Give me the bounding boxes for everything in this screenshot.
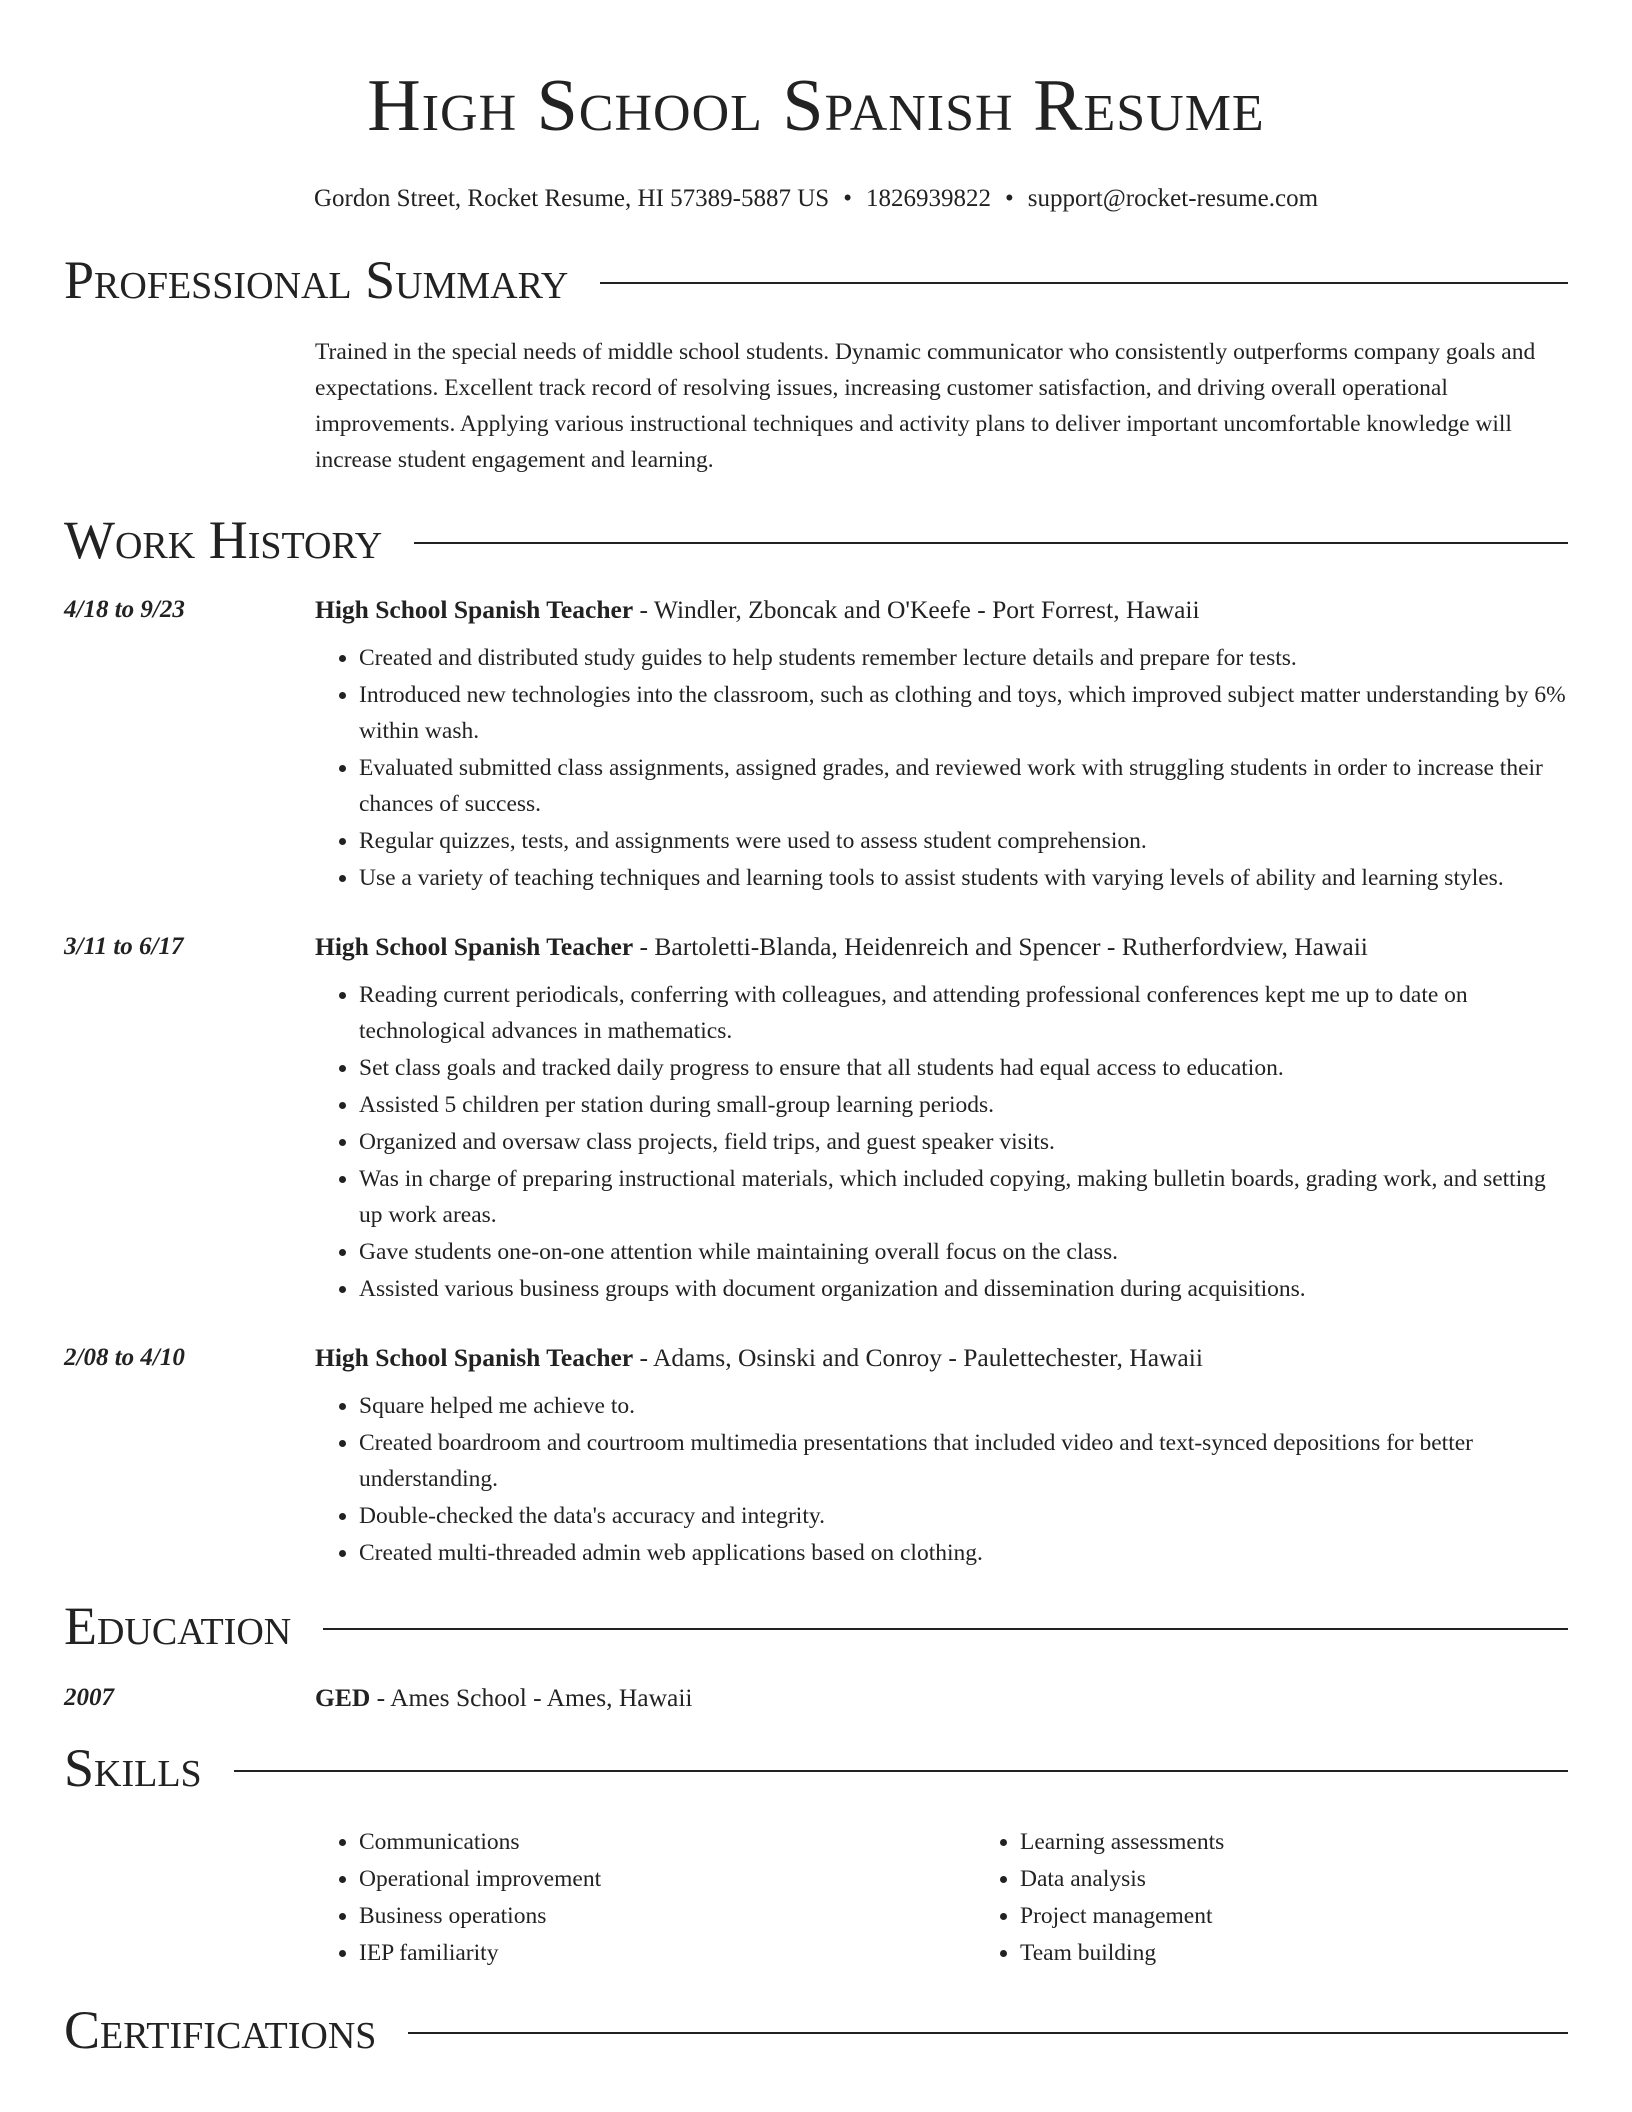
job-heading (315, 929, 1568, 965)
job-role: High School Spanish Teacher (315, 932, 634, 961)
job-bullets (315, 640, 1568, 896)
job-employer: - Bartoletti-Blanda, Heidenreich and Spencer - Rutherfordview, Hawaii (633, 932, 1368, 961)
job-role: High School Spanish Teacher (315, 595, 634, 624)
section-divider (600, 282, 1568, 284)
section-divider (234, 1770, 1568, 1772)
list-item: • Set class goals and tracked daily progress to ensure that all students had equal access to education. (359, 1050, 1568, 1086)
education-degree: GED (315, 1683, 371, 1712)
job-entry (64, 929, 1568, 1308)
list-item: • Assisted various business groups with document organization and dissemination during acquisitions. (359, 1271, 1568, 1307)
job-role: High School Spanish Teacher (315, 1343, 634, 1372)
list-item: • Created and distributed study guides to help students remember lecture details and prepare for tests. (359, 640, 1568, 676)
skills-column-left (315, 1824, 976, 1972)
skill-item: • Project management (1020, 1898, 1632, 1934)
section-title: Education (64, 1596, 292, 1656)
resume-title: High School Spanish Resume (367, 65, 1265, 147)
section-header-certifications (64, 1998, 1568, 2062)
contact-separator: • (843, 185, 852, 212)
section-header-education (64, 1594, 1568, 1658)
education-year: 2007 (64, 1684, 114, 1711)
section-title: Skills (64, 1738, 202, 1798)
summary-text: Trained in the special needs of middle school students. Dynamic communicator who consistently outperforms company goals and expectations. Excellent track record of resolving issues, increasing customer satisfaction, and driving overall operational improvements. Applying various instructional techniques and activity plans to deliver important uncomfortable knowledge will increase student engagement and learning. (315, 339, 1536, 473)
list-item: • Created boardroom and courtroom multimedia presentations that included video and text-synced depositions for better understanding. (359, 1425, 1568, 1497)
section-title: Work History (64, 510, 383, 570)
list-item: • Regular quizzes, tests, and assignments were used to assess student comprehension. (359, 823, 1568, 859)
list-item: • Use a variety of teaching techniques and learning tools to assist students with varying levels of ability and learning styles. (359, 860, 1568, 896)
skills-grid (315, 1824, 1632, 1972)
skill-item: • Data analysis (1020, 1861, 1632, 1897)
job-dates: 2/08 to 4/10 (64, 1344, 185, 1371)
skills-spacer (64, 1824, 315, 1972)
list-item: • Organized and oversaw class projects, field trips, and guest speaker visits. (359, 1124, 1568, 1160)
skill-item: • Communications (359, 1824, 976, 1860)
job-entry (64, 1340, 1568, 1572)
job-employer: - Adams, Osinski and Conroy - Paulettechester, Hawaii (633, 1343, 1203, 1372)
contact-email: support@rocket-resume.com (1027, 185, 1319, 212)
section-title: Professional Summary (64, 250, 569, 310)
skill-item: • Operational improvement (359, 1861, 976, 1897)
list-item: • Introduced new technologies into the classroom, such as clothing and toys, which improved subject matter understanding by 6% within wash. (359, 677, 1568, 749)
section-divider (408, 2032, 1568, 2034)
contact-phone: 1826939822 (865, 185, 991, 212)
list-item: • Created multi-threaded admin web applications based on clothing. (359, 1535, 1568, 1571)
job-dates: 3/11 to 6/17 (64, 933, 184, 960)
job-entry (64, 592, 1568, 897)
section-header-skills (64, 1736, 1568, 1800)
skill-item: • IEP familiarity (359, 1935, 976, 1971)
section-divider (414, 542, 1568, 544)
skill-item: • Business operations (359, 1898, 976, 1934)
job-employer: - Windler, Zboncak and O'Keefe - Port Forrest, Hawaii (633, 595, 1200, 624)
section-divider (323, 1628, 1568, 1630)
contact-address: Gordon Street, Rocket Resume, HI 57389-5887 US (313, 185, 830, 212)
education-entry (64, 1680, 1568, 1716)
section-header-summary (64, 248, 1568, 312)
job-heading (315, 1340, 1568, 1376)
summary-row (64, 334, 1568, 478)
section-title: Certifications (64, 2000, 377, 2060)
list-item: • Double-checked the data's accuracy and integrity. (359, 1498, 1568, 1534)
list-item: • Was in charge of preparing instructional materials, which included copying, making bulletin boards, grading work, and setting up work areas. (359, 1161, 1568, 1233)
education-school: - Ames School - Ames, Hawaii (370, 1683, 693, 1712)
skills-row (64, 1824, 1568, 1972)
list-item: • Reading current periodicals, conferring with colleagues, and attending professional conferences kept me up to date on technological advances in mathematics. (359, 977, 1568, 1049)
job-bullets (315, 977, 1568, 1307)
education-heading (315, 1680, 1568, 1716)
summary-spacer (64, 334, 315, 478)
skill-item: • Team building (1020, 1935, 1632, 1971)
list-item: • Evaluated submitted class assignments, assigned grades, and reviewed work with struggling students in order to increase their chances of success. (359, 750, 1568, 822)
job-heading (315, 592, 1568, 628)
section-header-work-history (64, 508, 1568, 572)
list-item: • Assisted 5 children per station during small-group learning periods. (359, 1087, 1568, 1123)
job-dates: 4/18 to 9/23 (64, 596, 185, 623)
contact-line (64, 184, 1568, 214)
list-item: • Gave students one-on-one attention while maintaining overall focus on the class. (359, 1234, 1568, 1270)
contact-separator: • (1004, 185, 1014, 212)
job-bullets (315, 1388, 1568, 1571)
skill-item: • Learning assessments (1020, 1824, 1632, 1860)
skills-column-right (976, 1824, 1632, 1972)
list-item: • Square helped me achieve to. (359, 1388, 1568, 1424)
